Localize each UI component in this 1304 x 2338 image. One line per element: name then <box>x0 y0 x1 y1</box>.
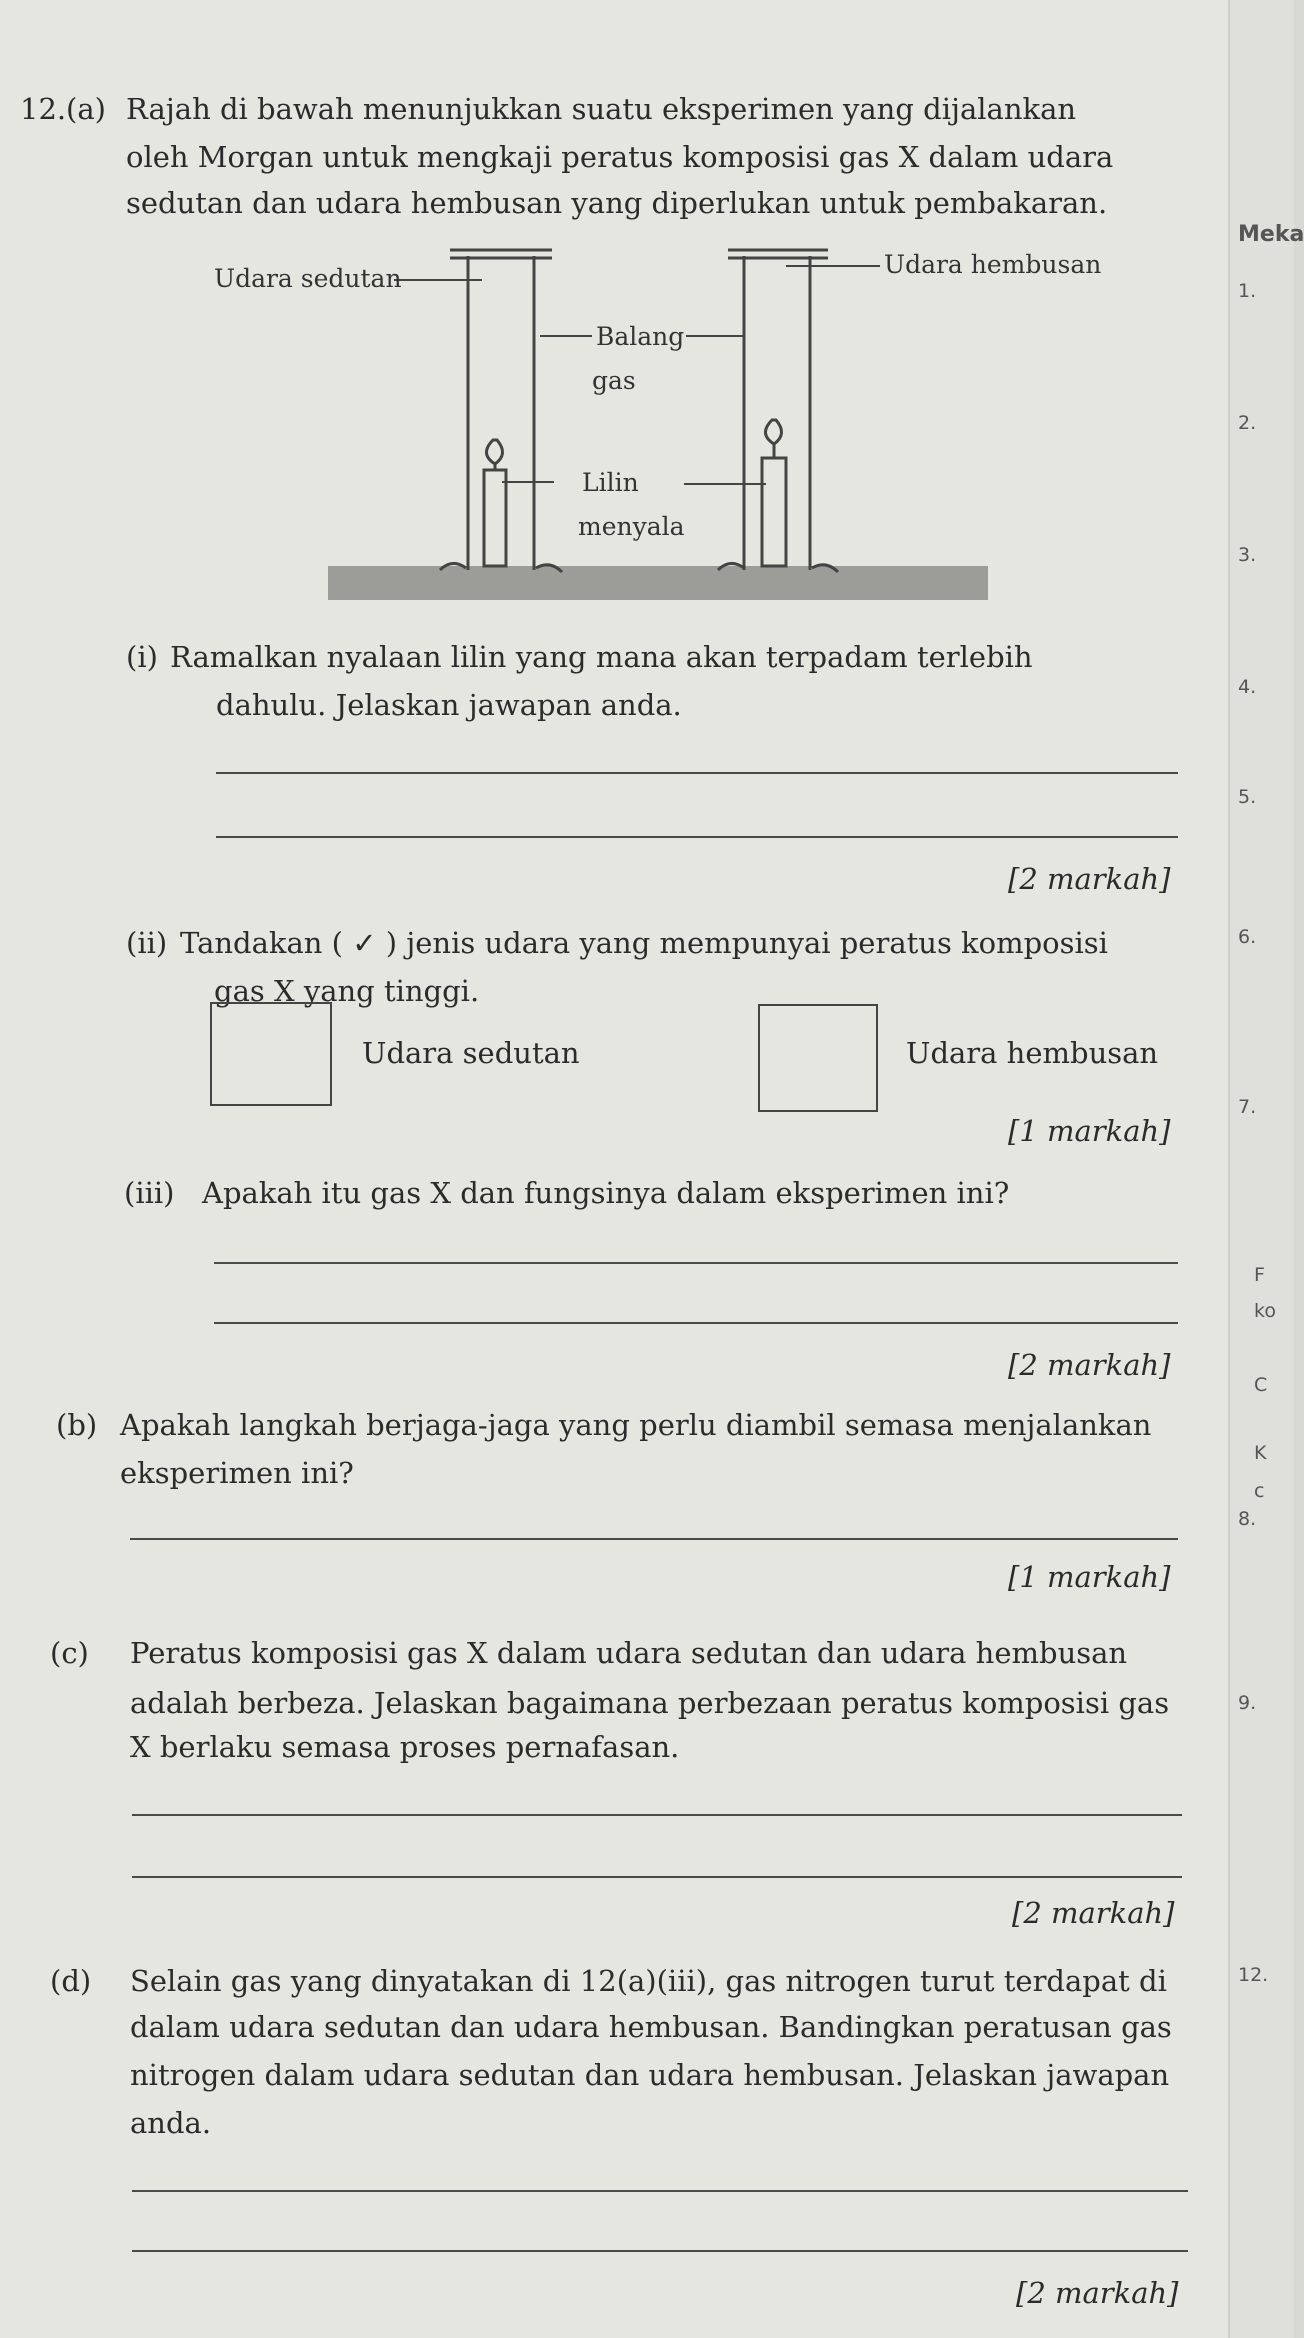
gas-jar-right <box>718 250 838 572</box>
label-udara-hembusan: Udara hembusan <box>884 250 1102 279</box>
label-lilin: Lilin <box>582 468 639 497</box>
part-a-ii-line-1: Tandakan ( ✓ ) jenis udara yang mempunyai peratus komposisi <box>180 926 1108 960</box>
answer-line[interactable] <box>216 836 1178 838</box>
part-d-line-3: nitrogen dalam udara sedutan dan udara hembusan. Jelaskan jawapan <box>130 2058 1170 2092</box>
side-number: 4. <box>1238 676 1257 698</box>
answer-line[interactable] <box>132 1814 1182 1816</box>
side-fragment: c <box>1254 1480 1265 1502</box>
part-a-i-marks: [2 markah] <box>1008 862 1171 896</box>
part-d-label: (d) <box>50 1964 92 1998</box>
part-c-line-1: Peratus komposisi gas X dalam udara sedutan dan udara hembusan <box>130 1636 1128 1670</box>
part-a-iii-marks: [2 markah] <box>1008 1348 1171 1382</box>
label-balang: Balang <box>596 322 685 351</box>
label-menyala: menyala <box>578 512 685 541</box>
part-a-iii-label: (iii) <box>124 1176 175 1210</box>
side-number: 5. <box>1238 786 1257 808</box>
answer-line[interactable] <box>132 1876 1182 1878</box>
answer-line[interactable] <box>216 772 1178 774</box>
answer-line[interactable] <box>130 1538 1178 1540</box>
gas-jar-left <box>440 250 562 572</box>
part-c-marks: [2 markah] <box>1012 1896 1175 1930</box>
checkbox-udara-sedutan[interactable] <box>210 1002 332 1106</box>
option-udara-sedutan: Udara sedutan <box>362 1036 580 1070</box>
part-b-line-2: eksperimen ini? <box>120 1456 354 1490</box>
side-number: 7. <box>1238 1096 1257 1118</box>
part-d-line-1: Selain gas yang dinyatakan di 12(a)(iii), gas nitrogen turut terdapat di <box>130 1964 1167 1998</box>
side-number: 2. <box>1238 412 1257 434</box>
side-number: 1. <box>1238 280 1257 302</box>
side-number: 8. <box>1238 1508 1257 1530</box>
adjacent-page-strip <box>1228 0 1304 2338</box>
candle-left <box>484 440 506 566</box>
part-a-ii-marks: [1 markah] <box>1008 1114 1171 1148</box>
side-number: 12. <box>1238 1964 1269 1986</box>
candle-right <box>762 420 786 566</box>
part-a-ii-line-2: gas X yang tinggi. <box>214 974 480 1008</box>
intro-line-2: oleh Morgan untuk mengkaji peratus komposisi gas X dalam udara <box>126 140 1114 174</box>
intro-line-1: Rajah di bawah menunjukkan suatu eksperimen yang dijalankan <box>126 92 1077 126</box>
part-d-line-2: dalam udara sedutan dan udara hembusan. Bandingkan peratusan gas <box>130 2010 1172 2044</box>
label-gas: gas <box>592 366 636 395</box>
part-a-ii-label: (ii) <box>126 926 168 960</box>
side-number: 3. <box>1238 544 1257 566</box>
side-fragment: K <box>1254 1442 1267 1464</box>
option-udara-hembusan: Udara hembusan <box>906 1036 1159 1070</box>
side-number: 6. <box>1238 926 1257 948</box>
answer-line[interactable] <box>214 1322 1178 1324</box>
side-fragment: ko <box>1254 1300 1276 1322</box>
side-fragment: C <box>1254 1374 1268 1396</box>
side-heading: Meka <box>1238 222 1304 247</box>
side-number: 9. <box>1238 1692 1257 1714</box>
bench <box>328 566 988 600</box>
answer-line[interactable] <box>214 1262 1178 1264</box>
part-b-marks: [1 markah] <box>1008 1560 1171 1594</box>
part-c-label: (c) <box>50 1636 89 1670</box>
answer-line[interactable] <box>132 2250 1188 2252</box>
part-c-line-3: X berlaku semasa proses pernafasan. <box>130 1730 680 1764</box>
part-a-i-line-2: dahulu. Jelaskan jawapan anda. <box>216 688 682 722</box>
label-udara-sedutan: Udara sedutan <box>214 264 402 293</box>
part-a-i-label: (i) <box>126 640 158 674</box>
question-number: 12. <box>20 92 67 126</box>
part-a-i-line-1: Ramalkan nyalaan lilin yang mana akan terpadam terlebih <box>170 640 1033 674</box>
answer-line[interactable] <box>132 2190 1188 2192</box>
part-a-label: (a) <box>66 92 106 126</box>
checkbox-udara-hembusan[interactable] <box>758 1004 878 1112</box>
part-d-marks: [2 markah] <box>1016 2276 1179 2310</box>
part-a-iii-text: Apakah itu gas X dan fungsinya dalam eksperimen ini? <box>202 1176 1010 1210</box>
part-d-line-4: anda. <box>130 2106 212 2140</box>
part-b-label: (b) <box>56 1408 98 1442</box>
part-b-line-1: Apakah langkah berjaga-jaga yang perlu diambil semasa menjalankan <box>120 1408 1152 1442</box>
side-fragment: F <box>1254 1264 1265 1286</box>
part-c-line-2: adalah berbeza. Jelaskan bagaimana perbezaan peratus komposisi gas <box>130 1686 1170 1720</box>
intro-line-3: sedutan dan udara hembusan yang diperlukan untuk pembakaran. <box>126 186 1108 220</box>
